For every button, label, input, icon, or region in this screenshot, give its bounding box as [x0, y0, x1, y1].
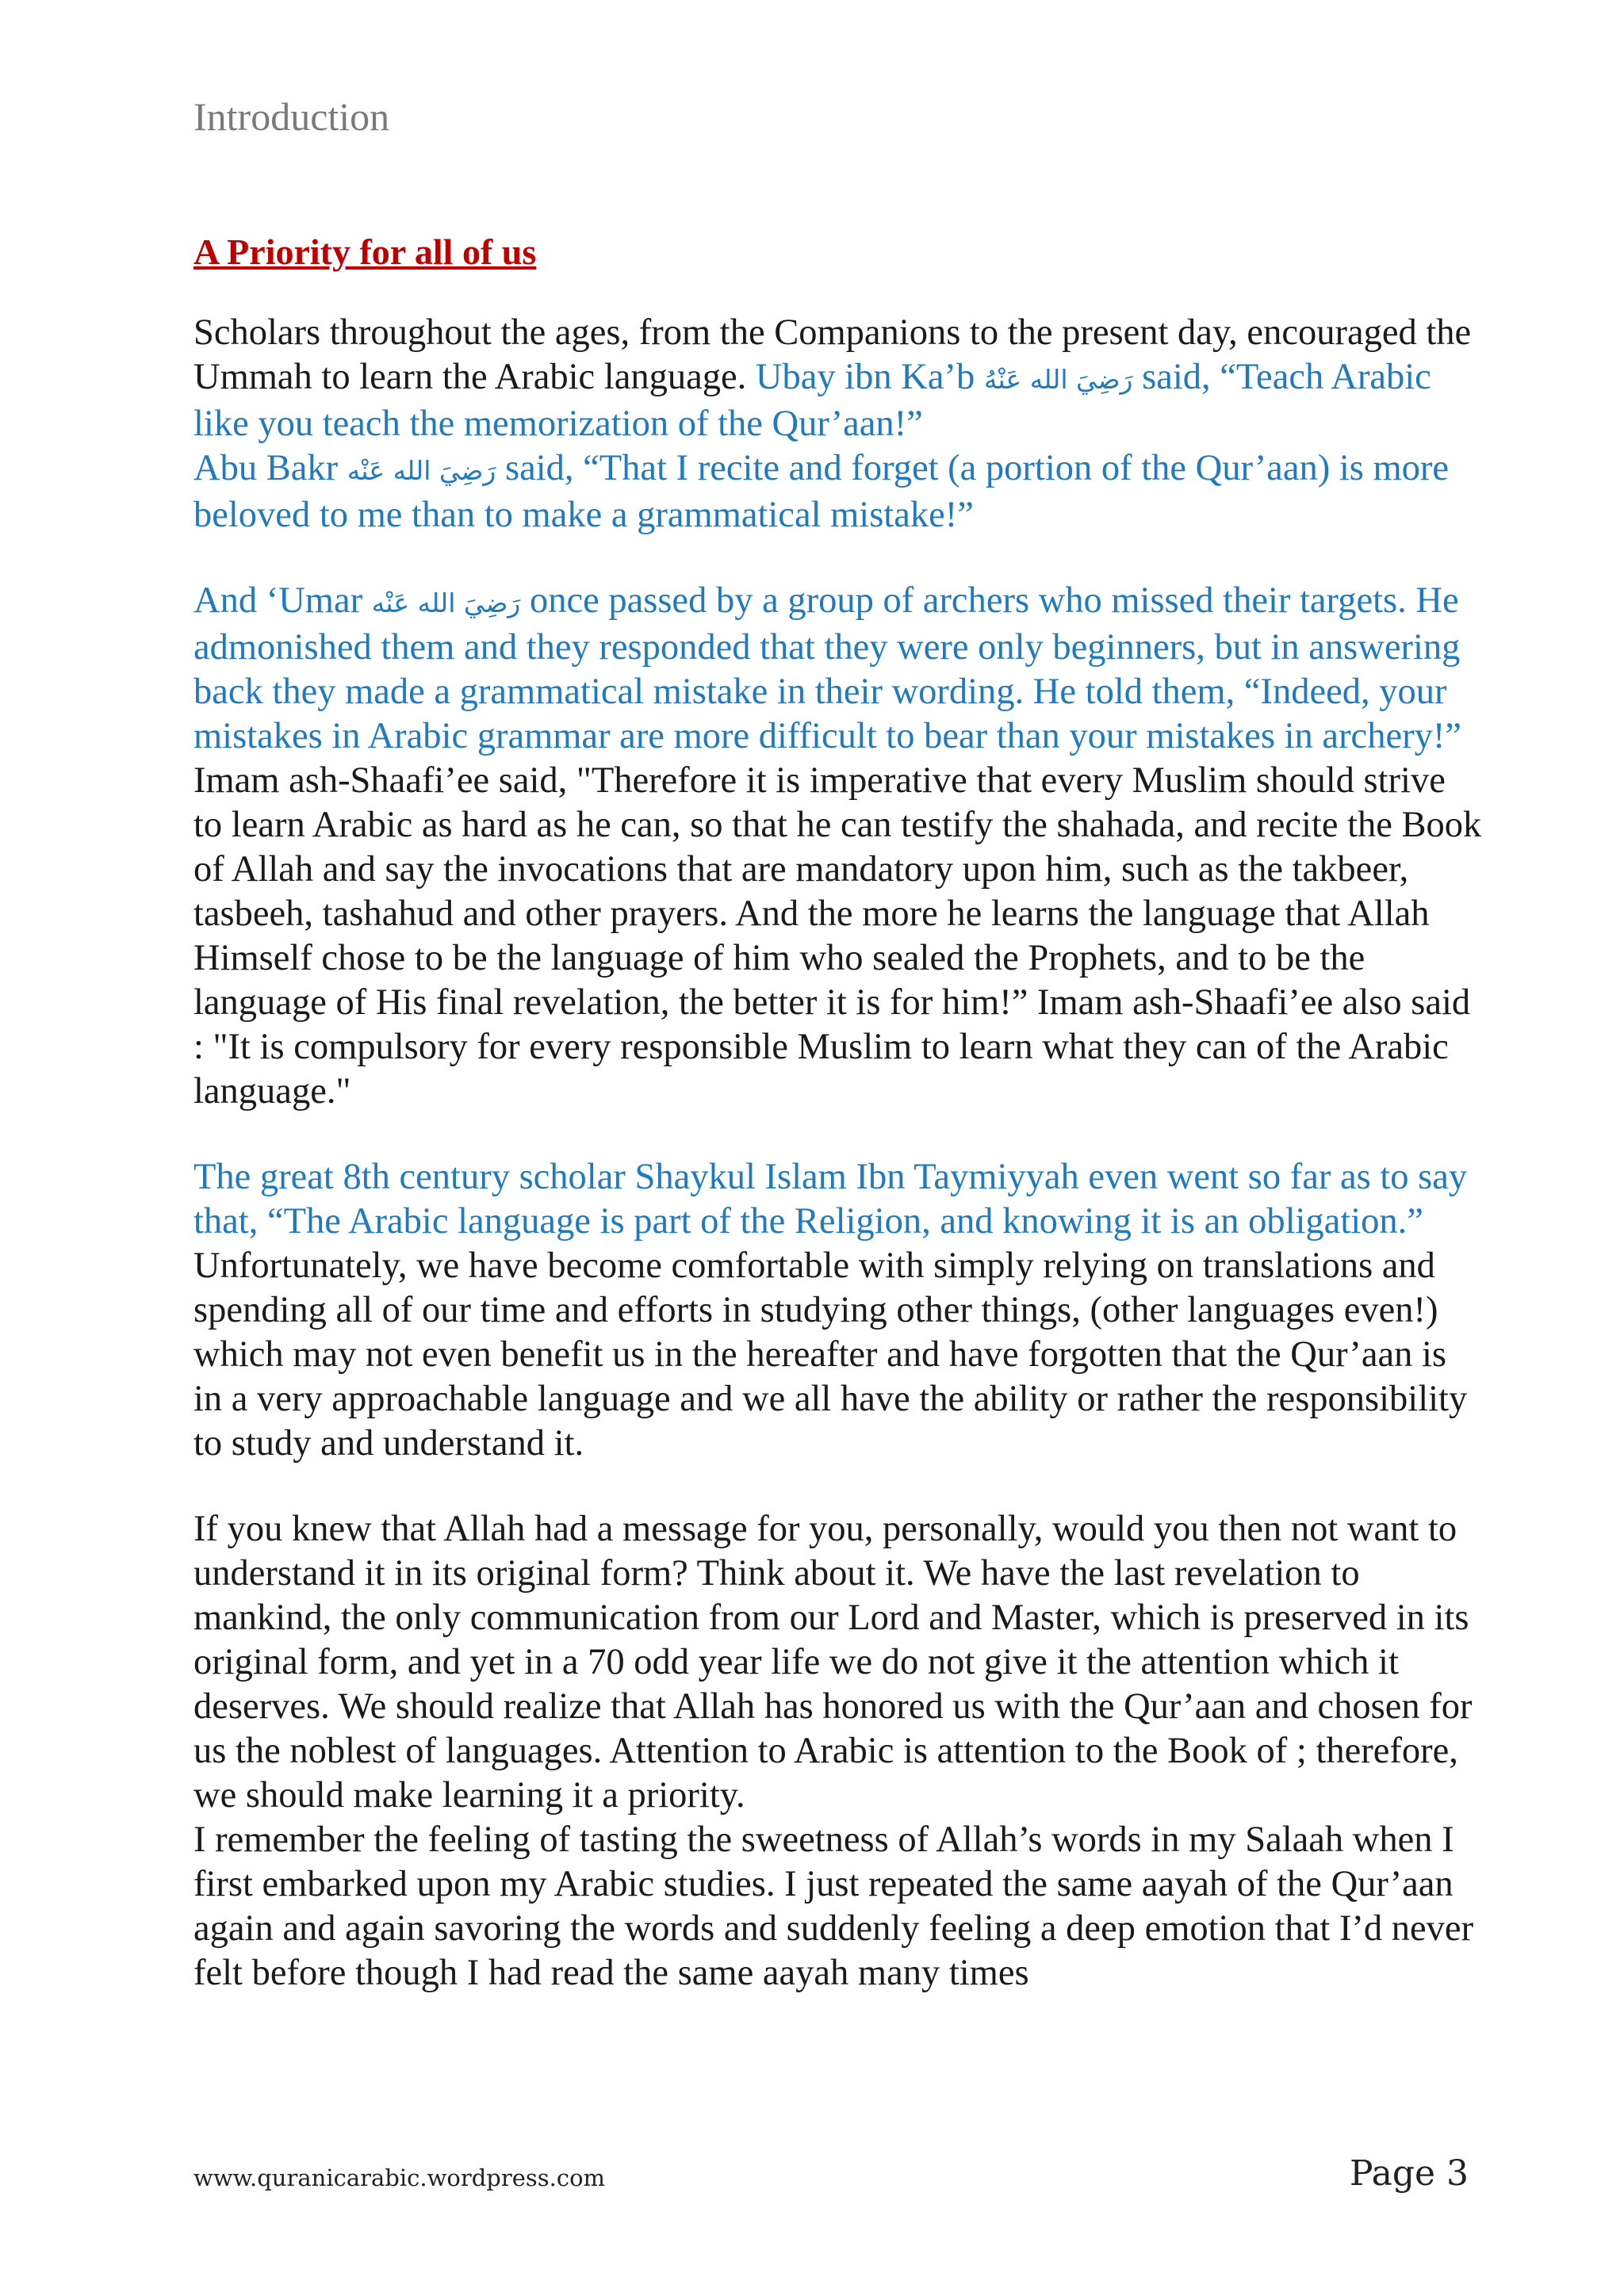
umar-prefix: And ‘Umar [193, 580, 372, 621]
paragraph-unfortunately: Unfortunately, we have become comfortable with simply relying on translations and spending all of our time and efforts in studying other things, (other languages even!) which may not even benefit us in the hereafter and have forgotten that the Qur’aan is in a very approachable language and we all have the ability or rather the responsibility to study and understand it. [193, 1246, 1468, 1464]
honorific-ubay: رَضِيَ الله عَنْهُ [983, 364, 1133, 395]
page-content [193, 230, 1482, 1996]
paragraph-message: If you knew that Allah had a message for you, personally, would you then not want to understand it in its original form? Think about it. We have the last revelation to mankind, the only communication from our Lord and Master, which is preserved in its original form, and yet in a 70 odd year life we do not give it the attention which it deserves. We should realize that Allah has honored us with the Qur’aan and chosen for us the noblest of languages. Attention to Arabic is attention to the Book of ; therefore, we should make learning it a priority. [193, 1509, 1473, 1816]
abu-bakr-prefix: Abu Bakr [193, 448, 347, 488]
page-header: Introduction [193, 94, 390, 139]
paragraph-scholars [193, 311, 1482, 446]
abu-bakr-quote: said, “That I recite and forget (a portion of the Qur’aan) is more beloved to me than to make a grammatical mistake!” [193, 448, 1450, 535]
scholars-text: Scholars throughout the ages, from the Companions to the present day, encouraged the Ummah to learn the Arabic language. [193, 312, 1472, 397]
section-title: A Priority for all of us [193, 232, 537, 272]
ubay-quote-prefix: Ubay ibn Ka’b [746, 357, 984, 397]
honorific-umar: رَضِيَ الله عَنْه [371, 587, 521, 618]
page-number: Page 3 [1349, 2153, 1469, 2194]
paragraph-ibn-taymiyyah: The great 8th century scholar Shaykul Islam Ibn Taymiyyah even went so far as to say that, “The Arabic language is part of the Religion, and knowing it is an obligation.” [193, 1157, 1468, 1242]
footer-url: www.quranicarabic.wordpress.com [193, 2164, 606, 2191]
paragraph-remember: I remember the feeling of tasting the sweetness of Allah’s words in my Salaah when I first embarked upon my Arabic studies. I just repeated the same aayah of the Qur’aan again and again savoring the words and suddenly feeling a deep emotion that I’d never felt before though I had read the same aayah many times [193, 1820, 1474, 1993]
paragraph-shaafiee: Imam ash-Shaafi’ee said, "Therefore it is imperative that every Muslim should strive to learn Arabic as hard as he can, so that he can testify the shahada, and recite the Book of Allah and say the invocations that are mandatory upon him, such as the takbeer, tasbeeh, tashahud and other prayers. And the more he learns the language that Allah Himself chose to be the language of him who sealed the Prophets, and to be the language of His final revelation, the better it is for him!” Imam ash-Shaafi’ee also said : "It is compulsory for every responsible Muslim to learn what they can of the Arabic language." [193, 760, 1482, 1112]
ubay-quote: said, “Teach Arabic like you teach the memorization of the Qur’aan!” [193, 357, 1431, 444]
paragraph-umar [193, 579, 1482, 759]
honorific-abu-bakr: رَضِيَ الله عَنْه [347, 455, 496, 486]
paragraph-abu-bakr [193, 446, 1482, 538]
umar-story: once passed by a group of archers who missed their targets. He admonished them and they responded that they were only beginners, but in answering back they made a grammatical mistake in their wording. He told them, “Indeed, your mistakes in Arabic grammar are more difficult to bear than your mistakes in archery!” [193, 580, 1461, 756]
